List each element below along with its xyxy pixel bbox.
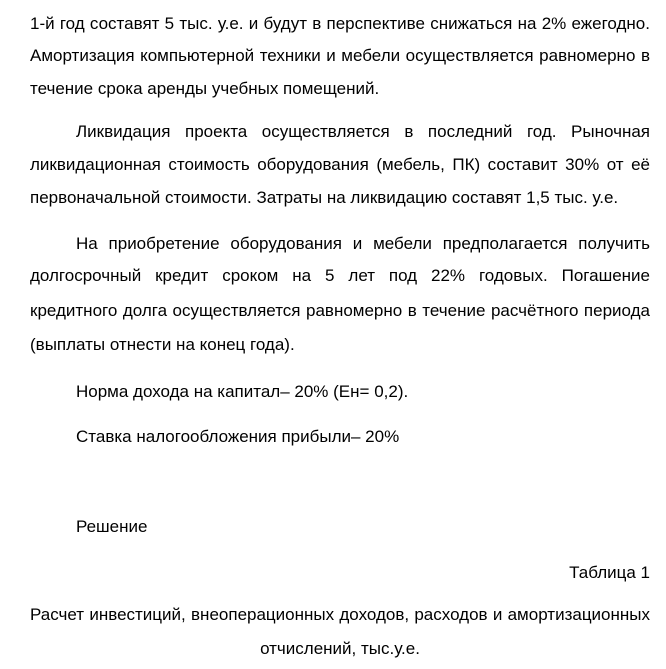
paragraph-line: Норма дохода на капитал– 20% (Ен= 0,2).	[76, 382, 409, 401]
paragraph-line: кредитного долга осуществляется равномерно в течение расчётного периода	[30, 301, 650, 320]
solution-heading: Решение	[76, 517, 148, 536]
paragraph-line: течение срока аренды учебных помещений.	[30, 79, 380, 98]
paragraph-line: Ставка налогообложения прибыли– 20%	[76, 427, 400, 446]
paragraph-line: первоначальной стоимости. Затраты на ликвидацию составят 1,5 тыс. у.е.	[30, 188, 619, 207]
paragraph-line: На приобретение оборудования и мебели предполагается получить	[76, 234, 650, 253]
paragraph-line: Ликвидация проекта осуществляется в последний год. Рыночная	[76, 122, 650, 141]
table-label: Таблица 1	[569, 563, 650, 582]
paragraph-line: Амортизация компьютерной техники и мебели осуществляется равномерно в	[30, 46, 650, 65]
paragraph-line: ликвидационная стоимость оборудования (мебель, ПК) составит 30% от её	[30, 155, 650, 174]
paragraph-line: 1-й год составят 5 тыс. у.е. и будут в перспективе снижаться на 2% ежегодно.	[30, 14, 650, 33]
table-caption-line: отчислений, тыс.у.е.	[260, 639, 420, 658]
table-caption-line: Расчет инвестиций, внеоперационных доходов, расходов и амортизационных	[30, 605, 650, 624]
paragraph-line: (выплаты отнести на конец года).	[30, 335, 295, 354]
paragraph-line: долгосрочный кредит сроком на 5 лет под 22% годовых. Погашение	[30, 266, 650, 285]
